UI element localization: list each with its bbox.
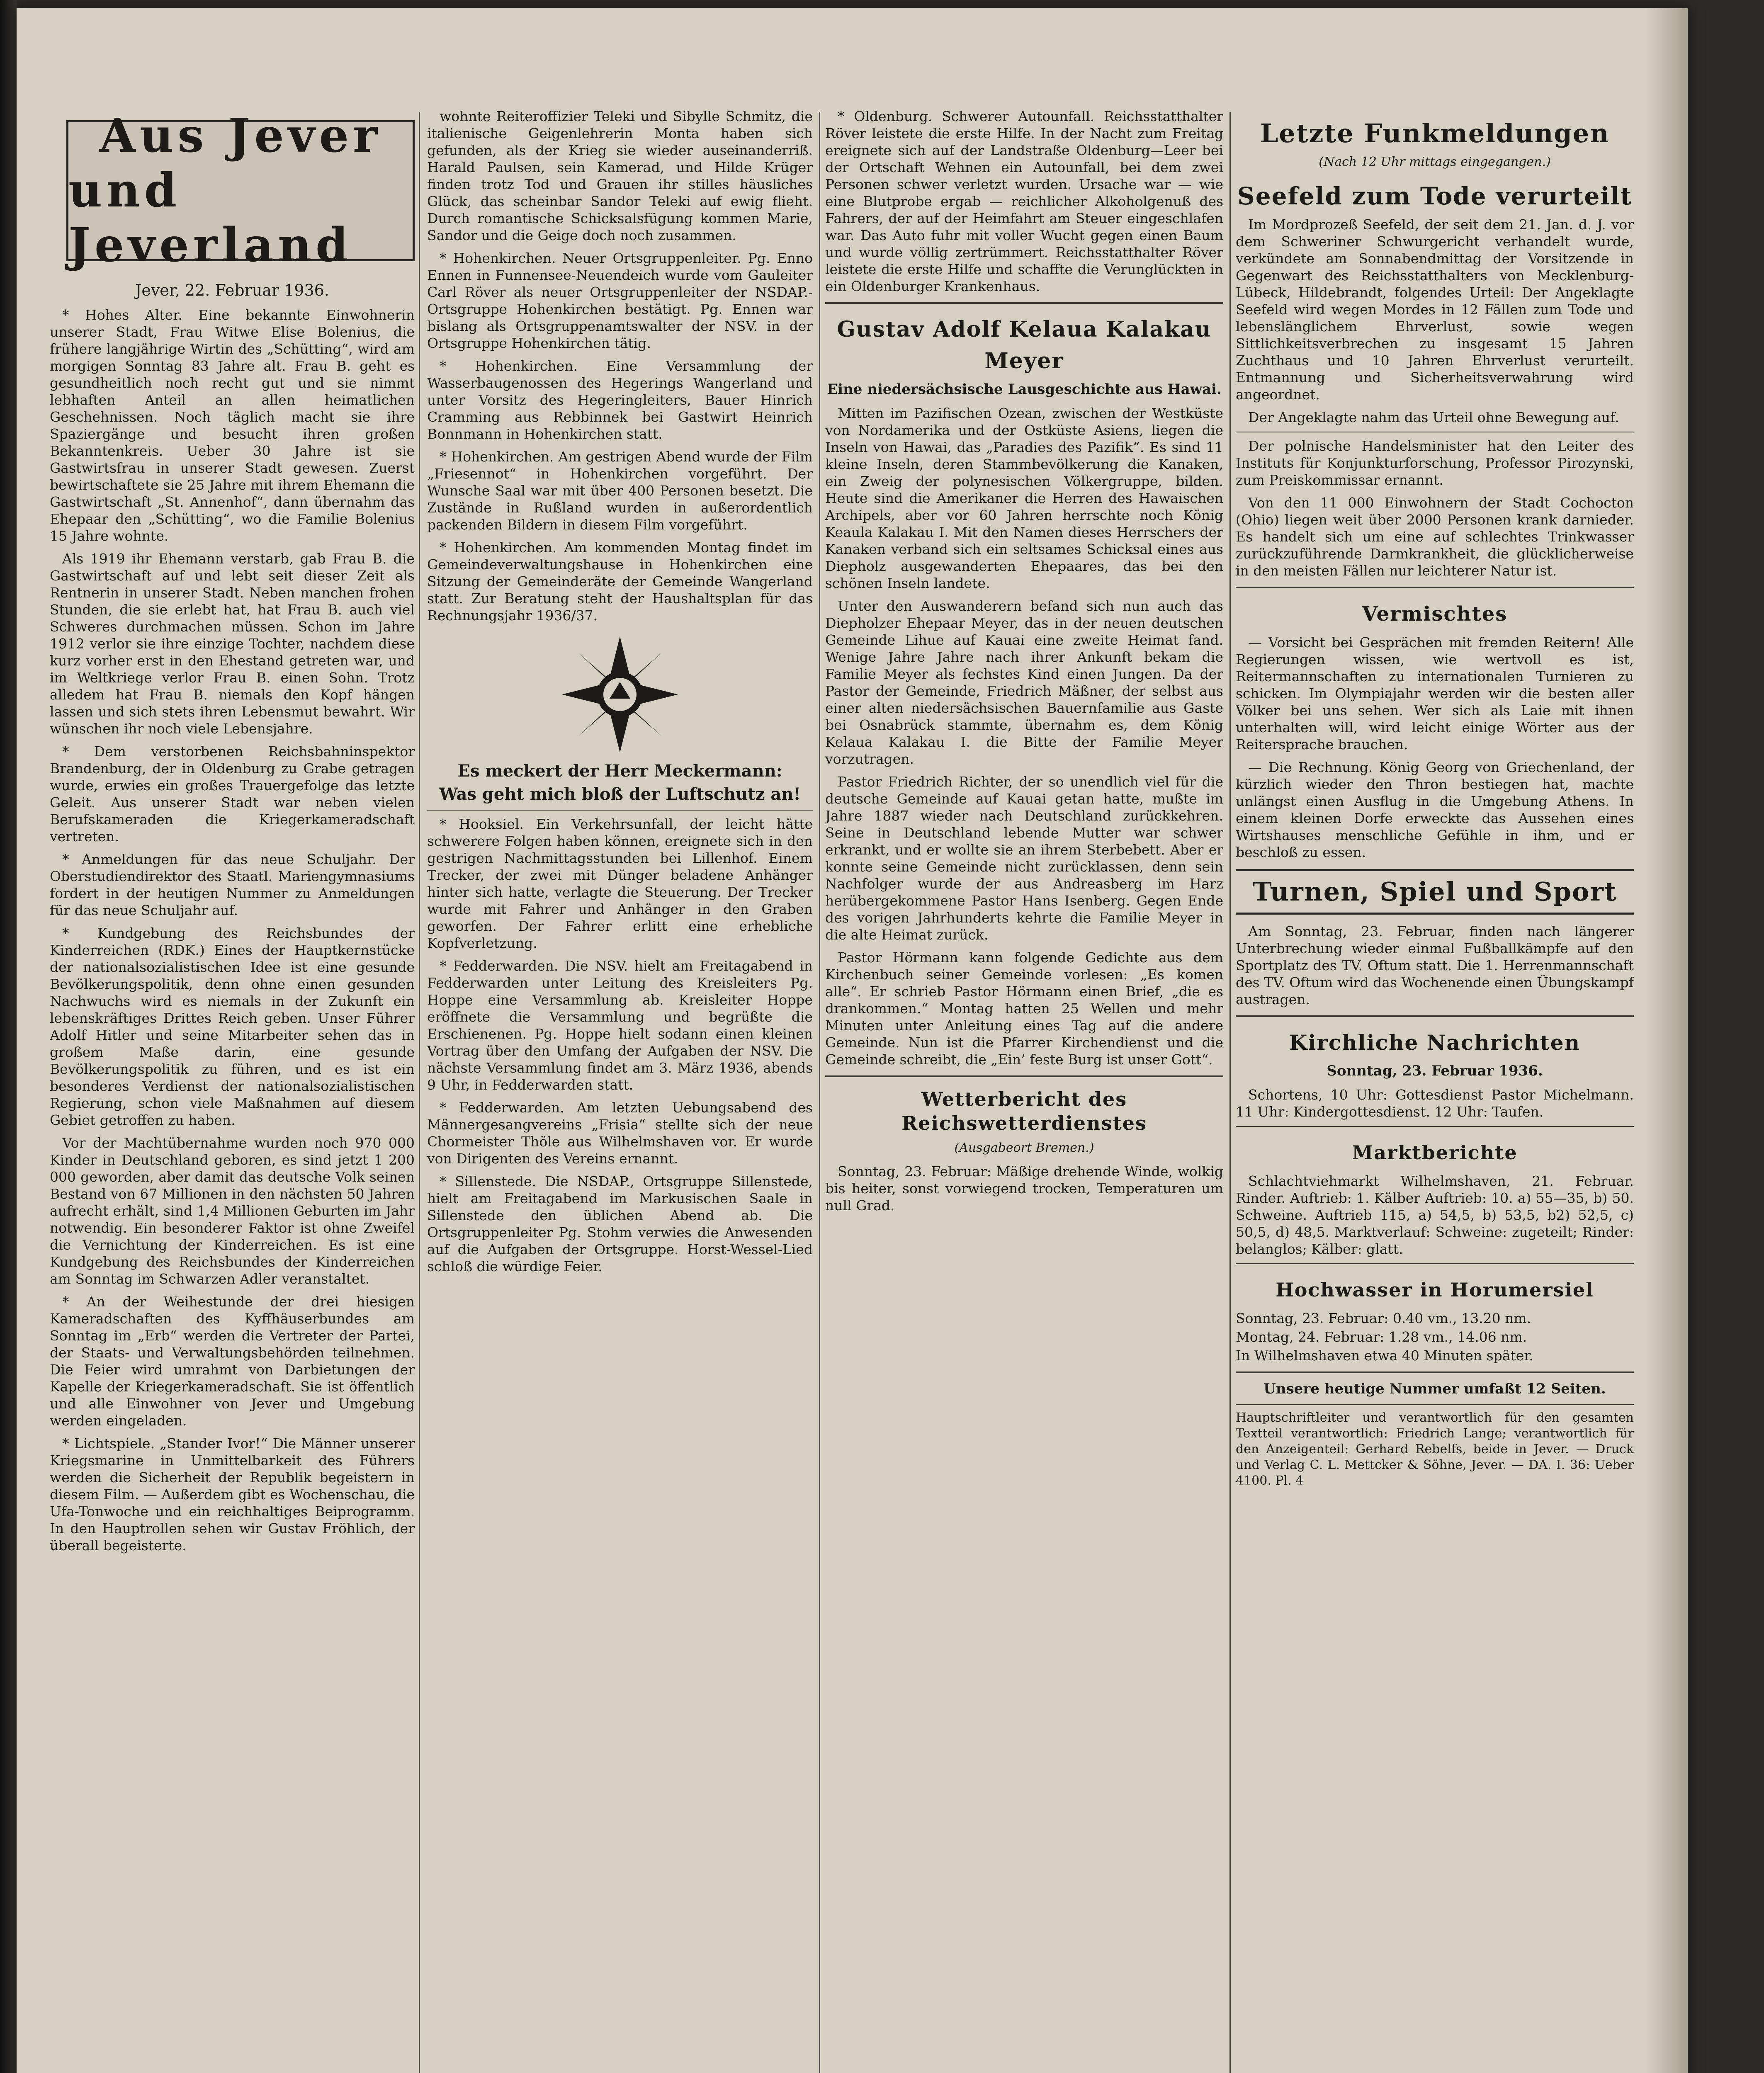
col3-para: Unter den Auswanderern befand sich nun auch das Diepholzer Ehepaar Meyer, das in der neuen deutschen Gemeinde Lihue auf Kauai eine zweite Heimat fand. Wenige Jahre Jahre nach ihrer Ankunft bekam die Familie Meyer als fechstes Kind einen Jungen. Da der Pastor der Gemeinde, Friedrich Mäßner, der selbst aus einer alten niedersächsischen Bauernfamilie aus Gaste bei Osnabrück stammte, übernahm es, dem König Kelaua Kalakau I. die Bitte der Familie Meyer vorzutragen. — [825, 598, 1223, 767]
weather-sub: (Ausgabeort Bremen.) — [954, 1141, 1094, 1155]
divider — [1236, 1015, 1634, 1017]
book-binding — [0, 0, 17, 2073]
col3-para: * Oldenburg. Schwerer Autounfall. Reichsstatthalter Röver leistete die erste Hilfe. In der Nacht zum Freitag ereignete sich auf der Landstraße Oldenburg—Leer bei der Ortschaft Wehnen ein Autounfall, bei dem zwei Personen schwer verletzt wurden. Ursache war — wie eine Blutprobe ergab — reichlicher Alkoholgenuß des Fahrers, der auf der Heimfahrt am Steuer eingeschlafen war. Das Auto fuhr mit voller Wucht gegen einen Baum und wurde völlig zertrümmert. Reichsstatthalter Röver leistete die erste Hilfe und schaffte die Verunglückten in ein Oldenburger Krankenhaus. — [825, 108, 1223, 294]
col4-para: Der Angeklagte nahm das Urteil ohne Bewegung auf. — [1248, 409, 1619, 425]
misc-para: — Die Rechnung. König Georg von Griechenland, der kürzlich wieder den Thron bestiegen hat, machte unlängst einen Ausflug in die Umgebung Athens. In einem kleinen Dorfe erweckte das Aussehen eines Wirtshauses menschliche Gefühle in ihm, und er beschloß zu essen. — [1236, 759, 1634, 860]
column-4 — [1236, 108, 1634, 2073]
luftschutz-line1: Es meckert der Herr Meckermann: — [457, 761, 782, 781]
col2-para: * Sillenstede. Die NSDAP., Ortsgruppe Sillenstede, hielt am Freitagabend im Markusischen Saale in Sillenstede den üblichen Abend ab. Die Ortsgruppenleiter Pg. Stohm verwies die Anwesenden auf die Aufgaben der Ortsgruppe. Horst-Wessel-Lied schloß die würdige Feier. — [427, 1173, 813, 1274]
newspaper-page — [17, 8, 1688, 2073]
tide-headline: Hochwasser in Horumersiel — [1276, 1279, 1594, 1301]
col1-para: * Hohes Alter. Eine bekannte Einwohnerin unserer Stadt, Frau Witwe Elise Bolenius, die frühere langjährige Wirtin des „Schütting“, wird am morgigen Sonntag 83 Jahre alt. Frau B. geht es gesundheitlich noch recht gut und sie nimmt lebhaften Anteil an allen heimatlichen Geschehnissen. Noch täglich macht sie ihre Spaziergänge und besucht ihren großen Bekanntenkreis. Ueber 30 Jahre ist sie Gastwirtsfrau in unserer Stadt gewesen. Zuerst bewirtschaftete sie 25 Jahre mit ihrem Ehemann die Gastwirtschaft „St. Annenhof“, dann übernahm das Ehepaar den „Schütting“, wo die Familie Bolenius 15 Jahre wohnte. — [50, 307, 415, 544]
masthead-box — [66, 109, 415, 272]
meyer-headline: Gustav Adolf Kelaua Kalakau Meyer — [837, 317, 1212, 374]
church-headline: Kirchliche Nachrichten — [1289, 1030, 1580, 1055]
luftschutz-line2: Was geht mich bloß der Luftschutz an! — [439, 784, 801, 804]
col4-para: Von den 11 000 Einwohnern der Stadt Cochocton (Ohio) liegen weit über 2000 Personen krank darnieder. Es handelt sich um eine auf schlechtes Trinkwasser zurückzuführende Darmkrankheit, die glücklicherweise in den meisten Fällen nur leichterer Natur ist. — [1236, 495, 1634, 579]
col2-para: * Hohenkirchen. Am gestrigen Abend wurde der Film „Friesennot“ in Hohenkirchen vorgeführt. Der Wunsche Saal war mit über 400 Personen besetzt. Die Zustände in Rußland wurden in außerordentlich packenden Bildern in diesem Film vorgeführt. — [427, 449, 813, 533]
col2-para: * Hohenkirchen. Neuer Ortsgruppenleiter. Pg. Enno Ennen in Funnensee-Neuendeich wurde vom Gauleiter Carl Röver als neuer Ortsgruppenleiter der NSDAP.-Ortsgruppe Hohenkirchen bestätigt. Pg. Ennen war bislang als Ortsgruppenamtswalter der NSV. in der Ortsgruppe Hohenkirchen tätig. — [427, 250, 813, 351]
col2-para: * Hooksiel. Ein Verkehrsunfall, der leicht hätte schwerere Folgen haben können, ereignete sich in den gestrigen Nachmittagsstunden bei Lillenhof. Einem Trecker, der zwei mit Dünger beladene Anhänger hinter sich hatte, verlagte die Steuerung. Der Trecker wurde mit Fahrer und Anhänger in den Graben geworfen. Der Fahrer erlitt eine erhebliche Kopfverletzung. — [427, 816, 813, 951]
luftschutz-emblem-icon — [558, 632, 682, 757]
tide-line: Sonntag, 23. Februar: 0.40 vm., 13.20 nm. — [1236, 1310, 1531, 1326]
col2-para: * Hohenkirchen. Am kommenden Montag findet im Gemeindeverwaltungshause in Hohenkirchen eine Sitzung der Gemeinderäte der Gemeinde Wangerland statt. Zur Beratung steht der Haushaltsplan für das Rechnungsjahr 1936/37. — [427, 539, 813, 624]
col4-para: Der polnische Handelsminister hat den Leiter des Instituts für Konjunkturforschung, Professor Pirozynski, zum Preiskommissar ernannt. — [1236, 438, 1634, 488]
funk-headline: Letzte Funkmeldungen — [1260, 118, 1610, 148]
col1-para: * Lichtspiele. „Stander Ivor!“ Die Männer unserer Kriegsmarine in Unmittelbarkeit des Führers werden die Sicherheit der Republik begeistern in diesem Film. — Außerdem gibt es Wochenschau, die Ufa-Tonwoche und ein reichhaltiges Beiprogramm. In den Hauptrollen sehen wir Gustav Fröhlich, der überall begeisterte. — [50, 1435, 415, 1554]
col4-para: Im Mordprozeß Seefeld, der seit dem 21. Jan. d. J. vor dem Schweriner Schwurgericht verhandelt wurde, verkündete am Sonnabendmittag der Vorsitzende in Gegenwart des Reichsstatthalters von Mecklenburg-Lübeck, Hildebrandt, folgendes Urteil: Der Angeklagte Seefeld wird wegen Mordes in 12 Fällen zum Tode und lebenslänglichem Ehrverlust, sowie wegen Sittlichkeitsverbrechen zu insgesamt 15 Jahren Zuchthaus und 10 Jahren Ehrverlust verurteilt. Entmannung und Sicherheitsverwahrung wird angeordnet. — [1236, 216, 1634, 403]
divider — [1236, 1404, 1634, 1405]
col3-para: Pastor Hörmann kann folgende Gedichte aus dem Kirchenbuch seiner Gemeinde vorlesen: „Es komen alle“. Er schrieb Pastor Hörmann einen Brief, „die es drankommen.“ Montag hatten 25 Wellen und mehr Minuten unter Anleitung eines Tag auf die andere Gemeinde. Nun ist die Pfarrer Kirchendienst und die Gemeinde schreibt, die „Ein’ feste Burg ist unser Gott“. — [825, 949, 1223, 1068]
column-rule — [1229, 112, 1231, 2073]
divider — [825, 1075, 1223, 1077]
column-rule — [419, 112, 420, 2073]
column-1 — [50, 108, 415, 2073]
tide-line: Montag, 24. Februar: 1.28 vm., 14.06 nm. — [1236, 1329, 1527, 1345]
page-fold-shadow — [1646, 8, 1688, 2073]
pages-note: Unsere heutige Nummer umfaßt 12 Seiten. — [1263, 1381, 1606, 1397]
misc-para: — Vorsicht bei Gesprächen mit fremden Reitern! Alle Regierungen wissen, wie wertvoll es ist, Reitermannschaften zu internationalen Turnieren zu schicken. Im Olympiajahr werden wir die besten aller Völker bei uns sehen. Wer sich als Laie mit ihnen unterhalten will, wird leicht einige Wörter aus der Reitersprache brauchen. — [1236, 634, 1634, 752]
funk-sub: (Nach 12 Uhr mittags eingegangen.) — [1319, 155, 1551, 169]
imprint: Hauptschriftleiter und verantwortlich für den gesamten Textteil verantwortlich: Friedrich Lange; verantwortlich für den Anzeigenteil: Gerhard Rebelfs, beide in Jever. — Druck und Verlag C. L. Mettcker & Söhne, Jever. — DA. I. 36: Ueber 4100. Pl. 4 — [1236, 1410, 1634, 1488]
meyer-subheadline: Eine niedersächsische Lausgeschichte aus Hawai. — [827, 381, 1222, 398]
col2-para: * Fedderwarden. Am letzten Uebungsabend des Männergesangvereins „Frisia“ stellte sich der neue Chormeister Thöle aus Wilhelmshaven vor. Er wurde von Dirigenten des Vereins ernannt. — [427, 1100, 813, 1167]
col1-para: * An der Weihestunde der drei hiesigen Kameradschaften des Kyffhäuserbundes am Sonntag im „Erb“ werden die Vertreter der Partei, der Staats- und Verwaltungsbehörden teilnehmen. Die Feier wird umrahmt von Darbietungen der Kapelle der Kriegerkameradschaft. Sie ist öffentlich und alle Einwohner von Jever und Umgebung werden eingeladen. — [50, 1294, 415, 1429]
col2-para: * Fedderwarden. Die NSV. hielt am Freitagabend in Fedderwarden unter Leitung des Kreisleiters Pg. Hoppe eine Versammlung ab. Kreisleiter Hoppe eröffnete die Versammlung und begrüßte die Erschienenen. Pg. Hoppe hielt sodann einen kleinen Vortrag über den Umfang der Aufgaben der NSV. Die nächste Versammlung findet am 3. März 1936, abends 9 Uhr, in Fedderwarden statt. — [427, 958, 813, 1093]
divider — [1236, 1126, 1634, 1127]
masthead-line1: Aus Jever — [100, 109, 381, 163]
divider — [427, 810, 813, 811]
tide-line: In Wilhelmshaven etwa 40 Minuten später. — [1236, 1347, 1533, 1364]
sport-headline: Turnen, Spiel und Sport — [1252, 876, 1617, 907]
dateline: Jever, 22. Februar 1936. — [135, 281, 329, 299]
divider — [1236, 1263, 1634, 1264]
masthead-line2: und Jeverland — [68, 163, 352, 272]
divider — [825, 302, 1223, 304]
weather-headline: Wetterbericht des Reichswetterdienstes — [901, 1088, 1147, 1134]
sport-box — [1236, 869, 1634, 915]
church-text: Schortens, 10 Uhr: Gottesdienst Pastor Michelmann. 11 Uhr: Kindergottesdienst. 12 Uhr: Taufen. — [1236, 1087, 1634, 1120]
column-2 — [427, 108, 813, 2073]
market-text: Schlachtviehmarkt Wilhelmshaven, 21. Februar. Rinder. Auftrieb: 1. Kälber Auftrieb: 10. a) 55—35, b) 50. Schweine. Auftrieb 115, a) 54,5, b) 53,5, b2) 52,5, c) 50,5, d) 48,5. Marktverlauf: Schweine: zugeteilt; Rinder: belanglos; Kälber: glatt. — [1236, 1173, 1634, 1257]
church-date: Sonntag, 23. Februar 1936. — [1327, 1063, 1543, 1079]
col3-para: Pastor Friedrich Richter, der so unendlich viel für die deutsche Gemeinde auf Kauai getan hatte, mußte im Jahre 1887 wieder nach Deutschland zurückkehren. Seine in Deutschland lebende Mutter war schwer erkrankt, und er wollte sie an ihrem Sterbebett. Aber er konnte seine Gemeinde nicht zurücklassen, denn sein Nachfolger wurde der aus Andreasberg im Harz herübergekommene Pastor Hans Isenberg. Gegen Ende des vorigen Jahrhunderts kehrte die Familie Meyer in die alte Heimat zurück. — [825, 774, 1223, 943]
col1-para: Vor der Machtübernahme wurden noch 970 000 Kinder in Deutschland geboren, es sind jetzt 1 200 000 geworden, aber damit das deutsche Volk seinen Bestand von 67 Millionen in den nächsten 50 Jahren aufrecht erhält, sind 1,4 Millionen Geburten im Jahr notwendig. Ein besonderer Faktor ist ohne Zweifel die Vernichtung der Kinderreichen. Es ist eine Kundgebung des Reichsbundes der Kinderreichen am Sonntag im Schwarzen Adler veranstaltet. — [50, 1135, 415, 1287]
sport-para: Am Sonntag, 23. Februar, finden nach längerer Unterbrechung wieder einmal Fußballkämpfe auf den Sportplatz des TV. Oftum statt. Die 1. Herrenmannschaft des TV. Oftum wird das Wochenende einen Übungskampf austragen. — [1236, 923, 1634, 1007]
weather-text: Sonntag, 23. Februar: Mäßige drehende Winde, wolkig bis heiter, sonst vorwiegend trocken, Temperaturen um null Grad. — [825, 1163, 1223, 1214]
misc-headline: Vermischtes — [1362, 602, 1508, 626]
column-3 — [825, 108, 1223, 2073]
divider — [1236, 1371, 1634, 1373]
col1-para: * Anmeldungen für das neue Schuljahr. Der Oberstudiendirektor des Staatl. Mariengymnasiums fordert in der heutigen Nummer zu Anmeldungen für das neue Schuljahr auf. — [50, 851, 415, 918]
seefeld-headline: Seefeld zum Tode verurteilt — [1237, 182, 1633, 210]
column-rule — [819, 112, 820, 2073]
divider — [1236, 587, 1634, 588]
col2-para: * Hohenkirchen. Eine Versammlung der Wasserbaugenossen des Hegerings Wangerland und unter Vorsitz des Hegeringleiters, Bauer Hinrich Cramming aus Rebbinnek bei Gastwirt Heinrich Bonnmann in Hohenkirchen statt. — [427, 358, 813, 442]
col2-para: wohnte Reiteroffizier Teleki und Sibylle Schmitz, die italienische Geigenlehrerin Monta haben sich gefunden, als der Krieg sie wieder auseinanderriß. Harald Paulsen, sein Kamerad, und Hilde Krüger finden trotz Tod und Grauen ihr stilles häusliches Glück, das scheinbar Sandor Teleki auf ewig flieht. Durch romantische Schicksalsfügung kommen Marie, Sandor und die Geige doch noch zusammen. — [427, 108, 813, 243]
market-headline: Marktberichte — [1352, 1141, 1518, 1164]
col1-para: * Kundgebung des Reichsbundes der Kinderreichen (RDK.) Eines der Hauptkernstücke der nationalsozialistischen Idee ist eine gesunde Bevölkerungspolitik, denn ohne einen gesunden Nachwuchs wird es niemals in der Zukunft ein lebenskräftiges Drittes Reich geben. Unser Führer Adolf Hitler und seine Mitarbeiter sehen das in großem Maße darin, eine gesunde Bevölkerungspolitik zu führen, und es ist ein besonderes Verdienst der nationalsozialistischen Regierung, schon viele Maßnahmen auf diesem Gebiet getroffen zu haben. — [50, 925, 415, 1128]
col1-para: * Dem verstorbenen Reichsbahninspektor Brandenburg, der in Oldenburg zu Grabe getragen wurde, erwies ein großes Trauergefolge das letzte Geleit. Aus unserer Stadt war neben vielen Berufskameraden die Kriegerkameradschaft vertreten. — [50, 743, 415, 845]
col1-para: Als 1919 ihr Ehemann verstarb, gab Frau B. die Gastwirtschaft auf und lebt seit dieser Zeit als Rentnerin in unserer Stadt. Neben manchen frohen Stunden, die sie erlebt hat, hat Frau B. auch viel Schweres durchmachen müssen. Schon im Jahre 1912 verlor sie ihre einzige Tochter, nachdem diese kurz vorher erst in den Ehestand getreten war, und im Weltkriege verlor Frau B. einen Sohn. Trotz alledem hat Frau B. niemals den Kopf hängen lassen und sich stets ihren Lebensmut bewahrt. Wir wünschen ihr noch viele Lebensjahre. — [50, 551, 415, 737]
col3-para: Mitten im Pazifischen Ozean, zwischen der Westküste von Nordamerika und der Ostküste Asiens, liegen die Inseln von Hawai, das „Paradies des Pazifik“. Es sind 11 kleine Inseln, deren Stammbevölkerung die Kanaken, ein Zweig der polynesischen Völkergruppe, bilden. Heute sind die Amerikaner die Herren des Hawaischen Archipels, aber vor 60 Jahren herrschte noch König Keaula Kalakau I. Mit den Namen dieses Herrschers der Kanaken verband sich ein seltsames Schicksal eines aus Diepholz ausgewanderten Ehepaares, das bei den schönen Inseln landete. — [825, 405, 1223, 591]
